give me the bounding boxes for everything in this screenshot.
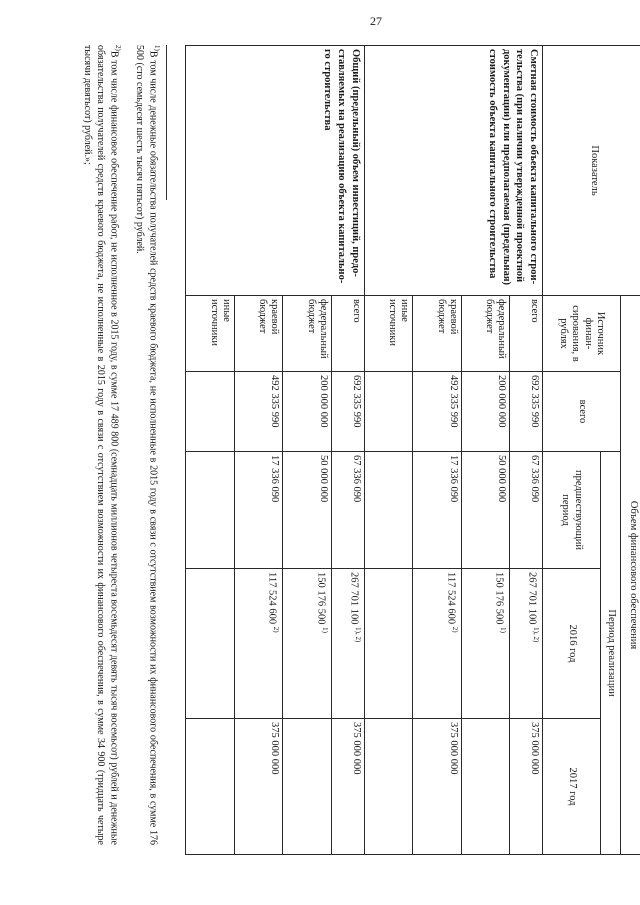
footnote-2-mark: 2)	[114, 45, 122, 51]
y2017-cell: 375 000 000	[331, 719, 364, 855]
footnote-2-text: В том числе финансовое обеспечение работ, не исполненное в 2015 году, в сумме 17 489 800 (семнадцать миллионов четыреста восемьдесят девять тысяч восемьсот) рублей и денежные обязательства получателей средств краевого бюджета, не исполненные в 2015 году в связи с отсутствием возможности их финансового обеспечения, в сумме 34 900 (тридцать четыре тысячи девятьсот) рублей.»;	[81, 45, 120, 845]
header-total: всего	[543, 372, 621, 452]
header-indicator: Показатель	[543, 46, 640, 296]
source-cell: всего	[510, 296, 543, 372]
y2016-footnote-ref: 1), 2)	[532, 627, 540, 643]
y2016-footnote-ref: 1), 2)	[353, 627, 362, 643]
previous-cell: 67 336 090	[331, 452, 364, 569]
y2017-cell: 375 000 000	[413, 719, 462, 855]
y2016-footnote-ref: 2)	[450, 626, 459, 633]
y2017-cell	[283, 719, 332, 855]
footnote-1-text: В том числе денежные обязательства получателей средств краевого бюджета, не исполненные в 2015 году в связи с отсутствием возможности их финансового обеспечения, в сумме 176 500 (сто семьдесят шесть тысяч пятьсот) рублей.	[134, 45, 159, 845]
source-cell: федеральный бюджет	[461, 296, 510, 372]
page-number: 27	[370, 14, 382, 28]
footnote-2	[80, 45, 122, 845]
total-cell: 492 335 990	[413, 372, 462, 452]
y2016-cell	[413, 569, 462, 719]
source-cell: иные источники	[186, 296, 235, 372]
y2016-value: 117 524 600	[266, 572, 278, 625]
total-cell	[364, 372, 413, 452]
total-cell: 492 335 990	[234, 372, 283, 452]
header-source: Источник финан-сирования, в рублях	[543, 296, 621, 372]
y2016-cell	[283, 569, 332, 719]
total-cell: 692 335 990	[510, 372, 543, 452]
y2016-cell	[234, 569, 283, 719]
source-cell: краевой бюджет	[413, 296, 462, 372]
header-funding-volume: Объем финансового обеспечения	[621, 296, 640, 855]
y2016-cell	[186, 569, 235, 719]
total-cell: 200 000 000	[461, 372, 510, 452]
table-row	[331, 46, 364, 855]
previous-cell	[364, 452, 413, 569]
source-cell: всего	[331, 296, 364, 372]
footnote-1-mark: 1)	[153, 45, 161, 51]
total-cell: 692 335 990	[331, 372, 364, 452]
y2016-value: 267 701 100	[526, 572, 538, 625]
y2016-value: 150 176 500	[315, 572, 327, 625]
y2017-cell	[364, 719, 413, 855]
y2016-cell	[364, 569, 413, 719]
funding-table	[185, 45, 640, 855]
y2016-footnote-ref: 1)	[499, 627, 508, 633]
footnote-1	[133, 45, 161, 845]
y2017-cell	[461, 719, 510, 855]
y2016-cell	[510, 569, 543, 719]
total-cell	[186, 372, 235, 452]
y2016-value: 117 524 600	[445, 572, 457, 625]
rotated-content	[5, 35, 640, 865]
previous-cell: 17 336 090	[234, 452, 283, 569]
total-cell: 200 000 000	[283, 372, 332, 452]
y2016-value: 150 176 500	[493, 572, 505, 625]
indicator-estimated-cost: Сметная стоимость объекта капитального строи-тельства (при наличии утвержденной проектной документации) или предполагаемая (предельная) стоимость объекта капитального строительства	[364, 46, 542, 296]
indicator-total-investment: Общий (предельный) объем инвестиций, предо-ставляемых на реализацию объекта капитально-го строительства	[186, 46, 365, 296]
table-row	[510, 46, 543, 855]
source-cell: федеральный бюджет	[283, 296, 332, 372]
header-2016: 2016 год	[543, 569, 601, 719]
source-cell: краевой бюджет	[234, 296, 283, 372]
y2016-footnote-ref: 2)	[272, 626, 281, 633]
footnote-separator	[166, 45, 167, 200]
y2017-cell: 375 000 000	[234, 719, 283, 855]
header-2017: 2017 год	[543, 719, 601, 855]
y2016-cell	[331, 569, 364, 719]
previous-cell	[186, 452, 235, 569]
previous-cell: 50 000 000	[283, 452, 332, 569]
header-period: Период реализации	[601, 452, 621, 855]
previous-cell: 50 000 000	[461, 452, 510, 569]
y2016-value: 267 701 100	[348, 572, 360, 625]
y2016-cell	[461, 569, 510, 719]
y2016-footnote-ref: 1)	[320, 627, 329, 633]
source-cell: иные источники	[364, 296, 413, 372]
previous-cell: 17 336 090	[413, 452, 462, 569]
header-previous-period: предшествующий период	[543, 452, 601, 569]
y2017-cell	[186, 719, 235, 855]
y2017-cell: 375 000 000	[510, 719, 543, 855]
previous-cell: 67 336 090	[510, 452, 543, 569]
